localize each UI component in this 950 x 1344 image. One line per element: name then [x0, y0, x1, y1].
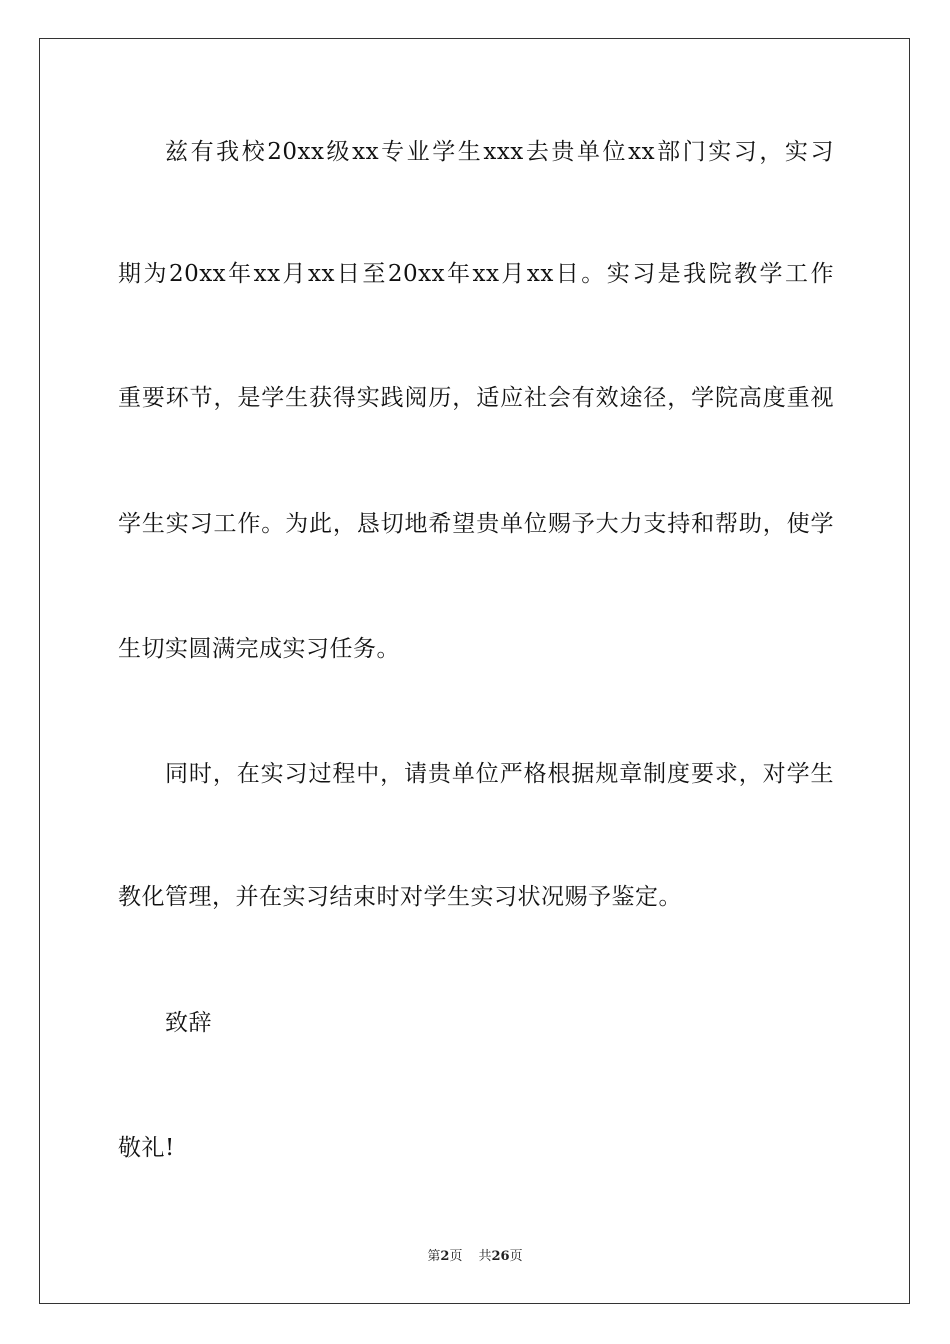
body-line-7: 教化管理，并在实习结束时对学生实习状况赐予鉴定。 — [118, 884, 682, 910]
body-line-5: 生切实圆满完成实习任务。 — [118, 636, 400, 662]
body-line-4: 学生实习工作。为此，恳切地希望贵单位赐予大力支持和帮助，使学 — [118, 511, 834, 537]
body-line-3: 重要环节，是学生获得实践阅历，适应社会有效途径，学院高度重视 — [118, 385, 834, 411]
footer-total-prefix: 共 — [478, 1249, 492, 1264]
closing-salutation: 致辞 — [165, 1010, 212, 1036]
closing-regards: 敬礼! — [118, 1135, 175, 1161]
body-line-6: 同时，在实习过程中，请贵单位严格根据规章制度要求，对学生 — [165, 761, 834, 787]
footer-page-number: 2 — [440, 1249, 450, 1264]
page-border — [39, 38, 910, 1304]
body-line-1: 兹有我校20xx级xx专业学生xxx去贵单位xx部门实习，实习 — [165, 139, 834, 165]
footer-total-pages: 26 — [491, 1249, 510, 1264]
footer-page-suffix: 页 — [449, 1249, 463, 1264]
body-line-2: 期为20xx年xx月xx日至20xx年xx月xx日。实习是我院教学工作 — [118, 261, 834, 287]
footer-page-prefix: 第 — [427, 1249, 441, 1264]
page-footer — [0, 1248, 950, 1266]
footer-total-suffix: 页 — [509, 1249, 523, 1264]
